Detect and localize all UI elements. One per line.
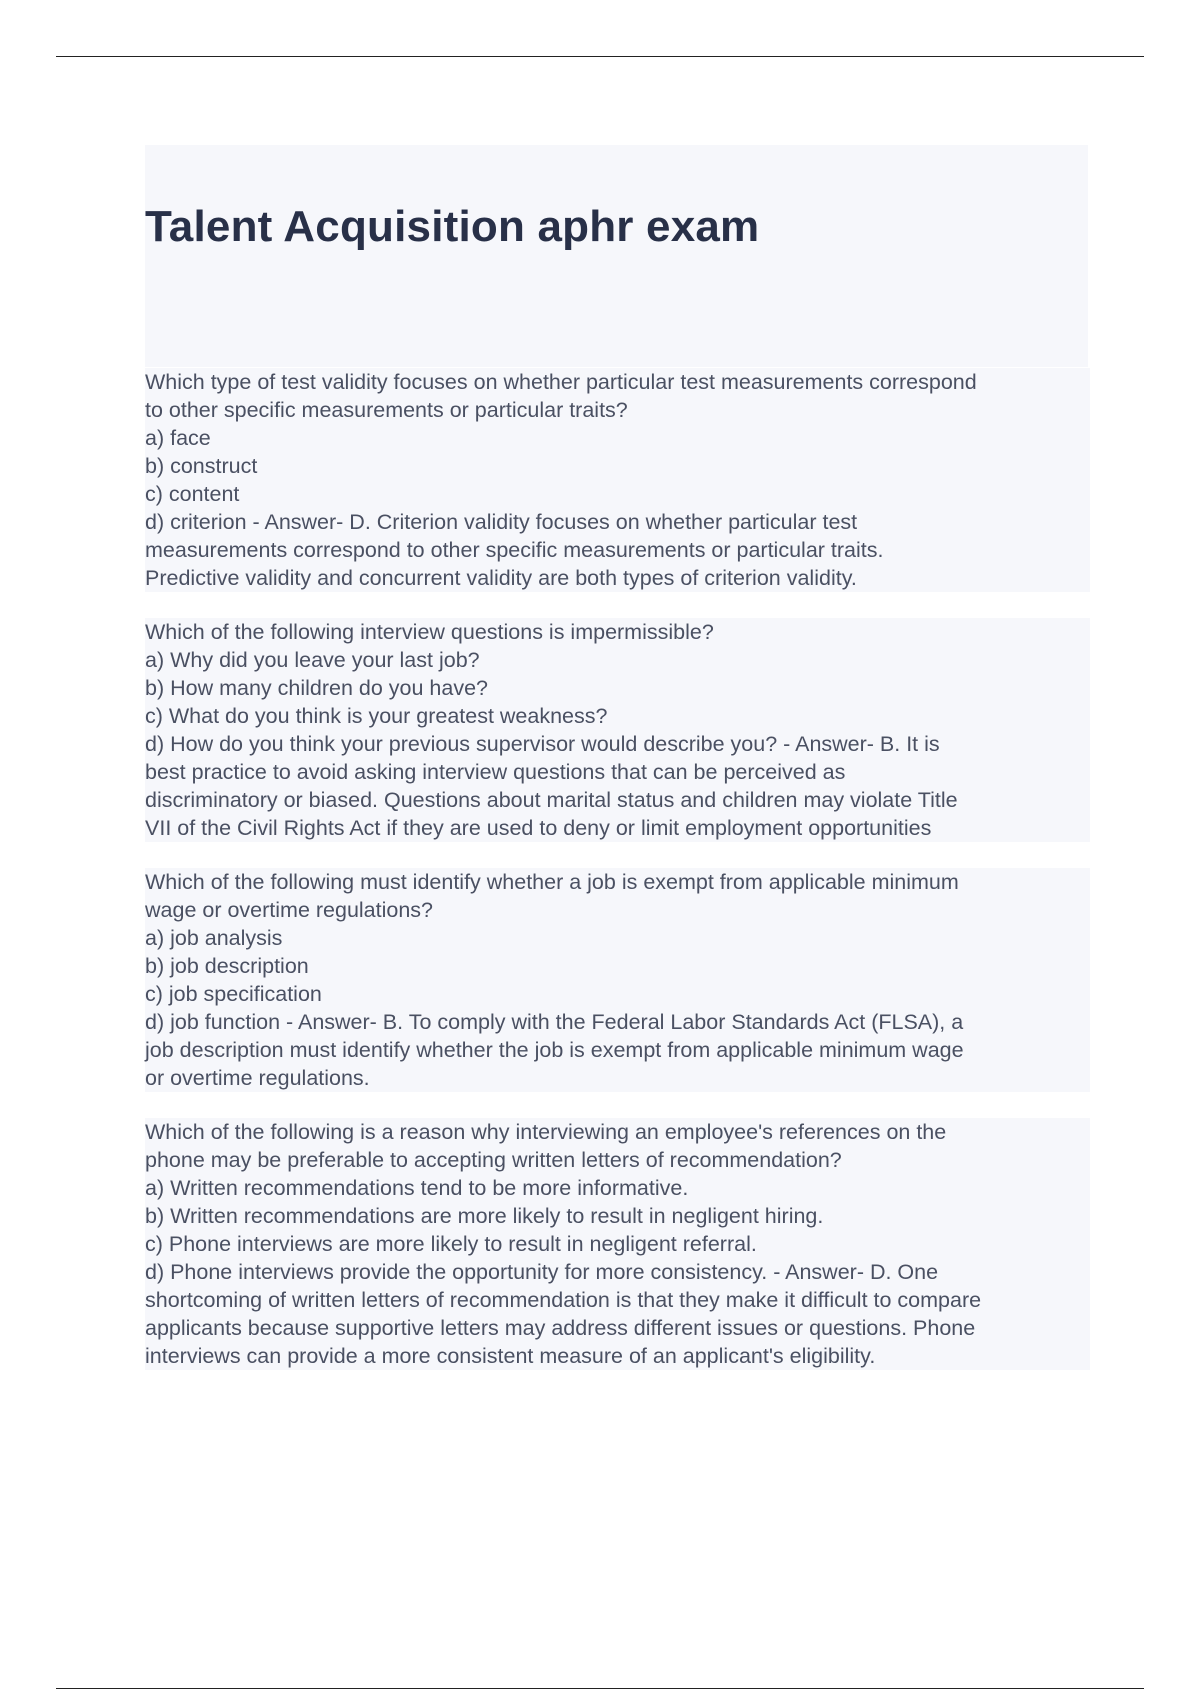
question-1-answer-line-3: Predictive validity and concurrent validity are both types of criterion validity. [145, 564, 1090, 592]
question-4-option-c: c) Phone interviews are more likely to result in negligent referral. [145, 1230, 1090, 1258]
question-1-answer-line-2: measurements correspond to other specific measurements or particular traits. [145, 536, 1090, 564]
question-block-3 [145, 868, 1090, 1092]
question-2-option-c: c) What do you think is your greatest weakness? [145, 702, 1090, 730]
question-2-option-a: a) Why did you leave your last job? [145, 646, 1090, 674]
question-3-option-b: b) job description [145, 952, 1090, 980]
question-1-option-b: b) construct [145, 452, 1090, 480]
question-1-line-1: Which type of test validity focuses on whether particular test measurements correspond [145, 368, 1090, 396]
title-band [145, 145, 1088, 367]
question-3-answer-line-2: job description must identify whether the job is exempt from applicable minimum wage [145, 1036, 1090, 1064]
question-2-answer-line-3: discriminatory or biased. Questions about marital status and children may violate Title [145, 786, 1090, 814]
question-4-answer-line-3: applicants because supportive letters may address different issues or questions. Phone [145, 1314, 1090, 1342]
question-4-option-d-answer: d) Phone interviews provide the opportunity for more consistency. - Answer- D. One [145, 1258, 1090, 1286]
question-3-option-a: a) job analysis [145, 924, 1090, 952]
question-2-answer-line-4: VII of the Civil Rights Act if they are used to deny or limit employment opportunities [145, 814, 1090, 842]
question-2-answer-line-2: best practice to avoid asking interview questions that can be perceived as [145, 758, 1090, 786]
top-rule [56, 56, 1144, 57]
question-4-line-1: Which of the following is a reason why interviewing an employee's references on the [145, 1118, 1090, 1146]
question-3-option-d-answer: d) job function - Answer- B. To comply with the Federal Labor Standards Act (FLSA), a [145, 1008, 1090, 1036]
question-4-line-2: phone may be preferable to accepting written letters of recommendation? [145, 1146, 1090, 1174]
question-4-answer-line-2: shortcoming of written letters of recommendation is that they make it difficult to compare [145, 1286, 1090, 1314]
question-4-option-a: a) Written recommendations tend to be more informative. [145, 1174, 1090, 1202]
document-title: Talent Acquisition aphr exam [145, 202, 760, 251]
bottom-rule [56, 1688, 1144, 1689]
question-block-2 [145, 618, 1090, 842]
question-4-answer-line-4: interviews can provide a more consistent measure of an applicant's eligibility. [145, 1342, 1090, 1370]
question-3-line-1: Which of the following must identify whether a job is exempt from applicable minimum [145, 868, 1090, 896]
question-2-line-1: Which of the following interview questions is impermissible? [145, 618, 1090, 646]
question-1-option-a: a) face [145, 424, 1090, 452]
question-3-line-2: wage or overtime regulations? [145, 896, 1090, 924]
question-2-option-b: b) How many children do you have? [145, 674, 1090, 702]
question-3-answer-line-3: or overtime regulations. [145, 1064, 1090, 1092]
question-3-option-c: c) job specification [145, 980, 1090, 1008]
question-block-4 [145, 1118, 1090, 1370]
question-1-line-2: to other specific measurements or particular traits? [145, 396, 1090, 424]
question-4-option-b: b) Written recommendations are more likely to result in negligent hiring. [145, 1202, 1090, 1230]
question-2-option-d-answer: d) How do you think your previous supervisor would describe you? - Answer- B. It is [145, 730, 1090, 758]
question-1-option-c: c) content [145, 480, 1090, 508]
document-body [145, 368, 1090, 1396]
question-block-1 [145, 368, 1090, 592]
question-1-option-d-answer: d) criterion - Answer- D. Criterion validity focuses on whether particular test [145, 508, 1090, 536]
